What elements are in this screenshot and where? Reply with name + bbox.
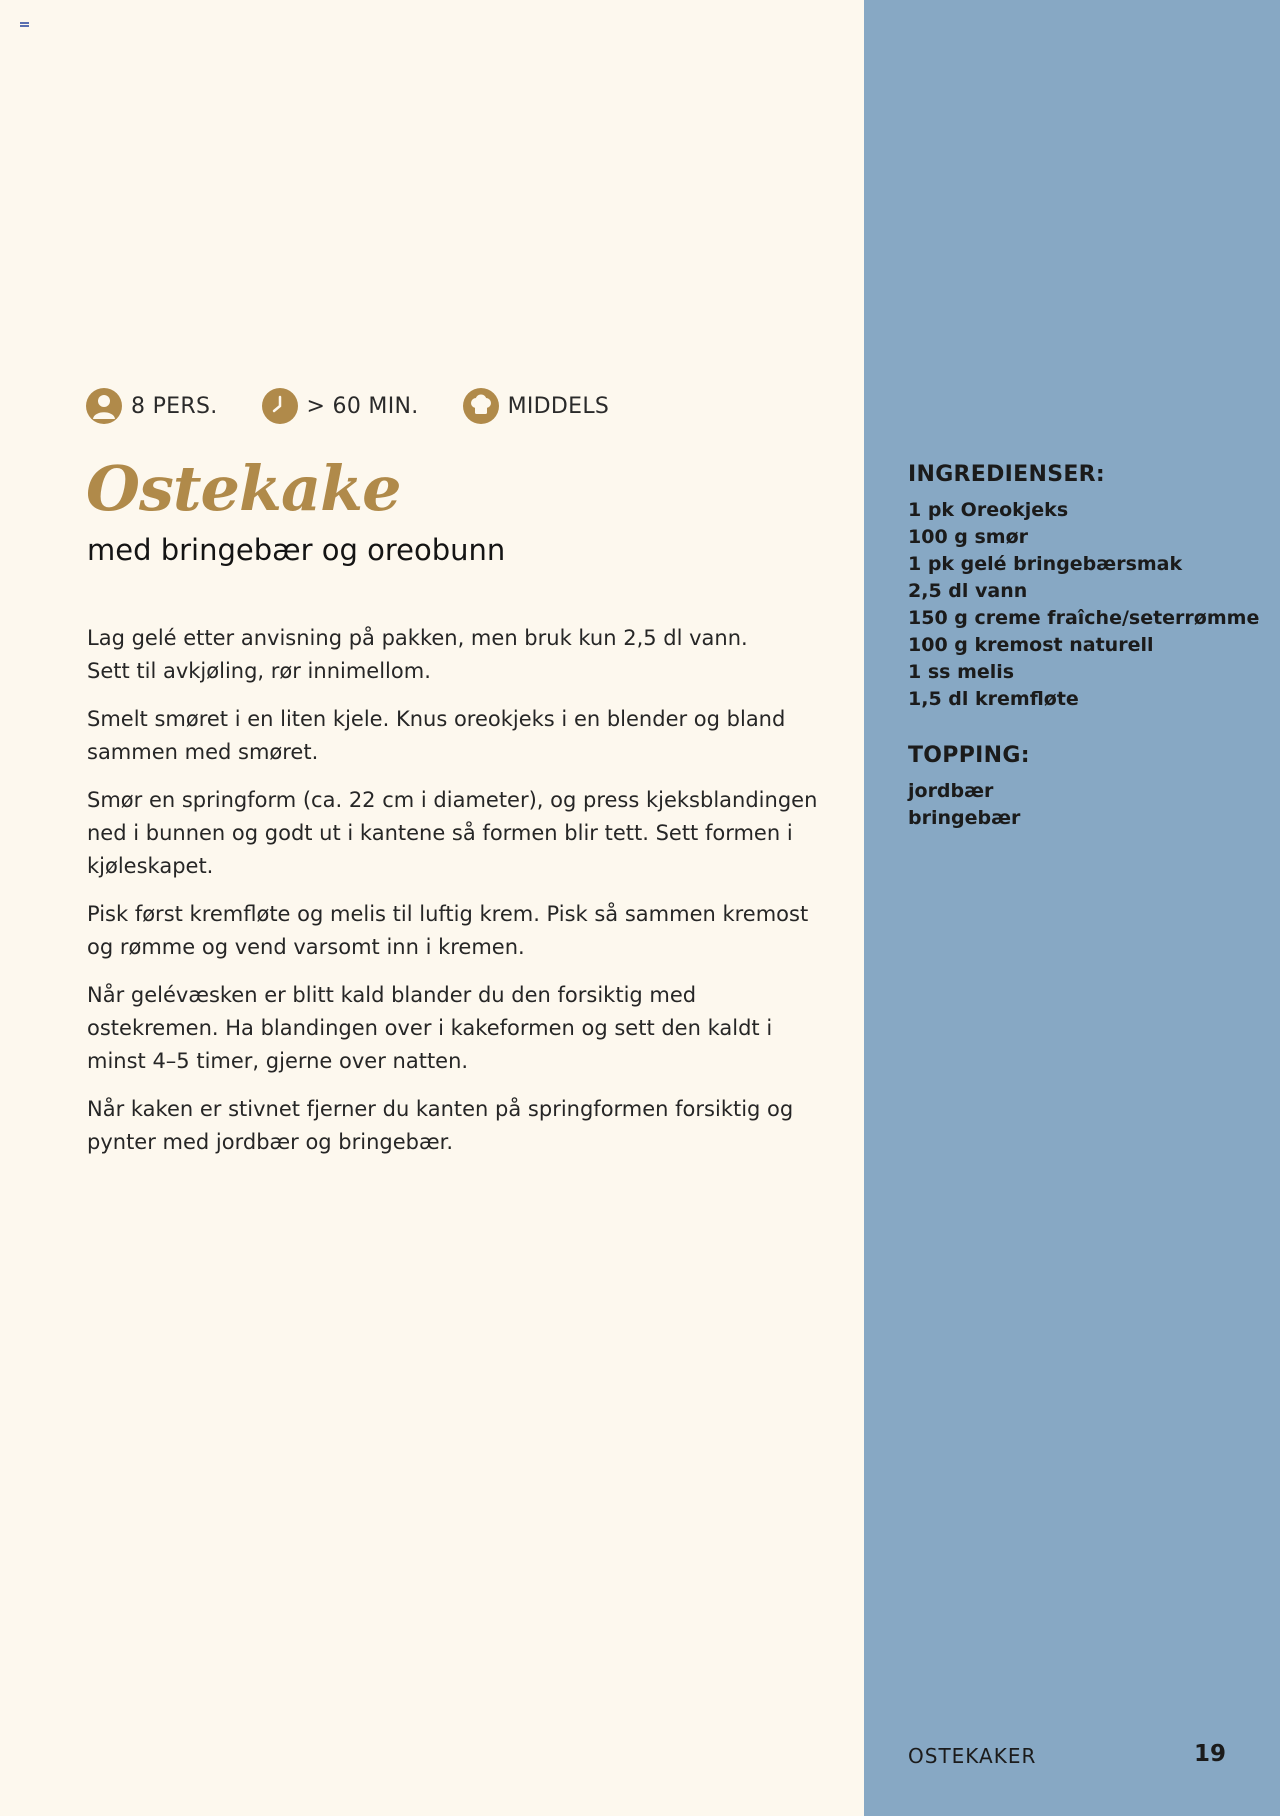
difficulty-text: MIDDELS	[507, 393, 610, 419]
chef-hat-icon	[463, 388, 499, 424]
ingredient-item: 2,5 dl vann	[908, 580, 1028, 602]
recipe-title: Ostekake	[86, 452, 401, 525]
topping-item: jordbær	[908, 780, 994, 802]
instruction-paragraph: Pisk først kremfløte og melis til luftig krem. Pisk så sammen kremost og rømme og vend varsomt inn i kremen.	[87, 902, 809, 959]
ingredient-item: 150 g creme fraîche/seterrømme	[908, 607, 1260, 629]
ingredient-item: 1 pk Oreokjeks	[908, 499, 1069, 521]
time-info	[262, 388, 419, 424]
section-footer: OSTEKAKER	[908, 1744, 1037, 1768]
topping-list	[908, 778, 1268, 832]
ingredients-sidebar	[864, 0, 1280, 1816]
servings-info	[86, 388, 218, 424]
ingredient-item: 1 pk gelé bringebærsmak	[908, 553, 1183, 575]
ingredient-item: 100 g kremost naturell	[908, 634, 1154, 656]
difficulty-info	[463, 388, 610, 424]
recipe-meta	[86, 388, 609, 424]
instruction-paragraph: Når gelévæsken er blitt kald blander du den forsiktig med ostekremen. Ha blandingen over i kakeformen og sett den kaldt i minst 4–5 timer, gjerne over natten.	[87, 983, 773, 1073]
time-text: > 60 MIN.	[306, 393, 419, 419]
person-icon	[86, 388, 122, 424]
instruction-paragraph: Når kaken er stivnet fjerner du kanten på springformen forsiktig og pynter med jordbær og bringebær.	[87, 1097, 794, 1154]
ingredients-heading: INGREDIENSER:	[908, 462, 1106, 487]
instructions	[87, 622, 827, 1174]
ingredients-block	[908, 462, 1268, 862]
clock-icon	[262, 388, 298, 424]
topping-heading: TOPPING:	[908, 743, 1030, 768]
recipe-subtitle: med bringebær og oreobunn	[87, 533, 506, 567]
page-number: 19	[1193, 1741, 1226, 1767]
instruction-paragraph: Lag gelé etter anvisning på pakken, men bruk kun 2,5 dl vann. Sett til avkjøling, rør innimellom.	[87, 626, 748, 683]
ingredients-list	[908, 497, 1268, 713]
instruction-paragraph: Smelt smøret i en liten kjele. Knus oreokjeks i en blender og bland sammen med smøret.	[87, 707, 786, 764]
instruction-paragraph: Smør en springform (ca. 22 cm i diameter), og press kjeksblandingen ned i bunnen og godt ut i kantene så formen blir tett. Sett formen i kjøleskapet.	[87, 788, 818, 878]
ingredient-item: 1,5 dl kremfløte	[908, 688, 1079, 710]
servings-text: 8 PERS.	[131, 393, 218, 419]
topping-item: bringebær	[908, 807, 1021, 829]
ingredient-item: 1 ss melis	[908, 661, 1015, 683]
ingredient-item: 100 g smør	[908, 526, 1029, 548]
